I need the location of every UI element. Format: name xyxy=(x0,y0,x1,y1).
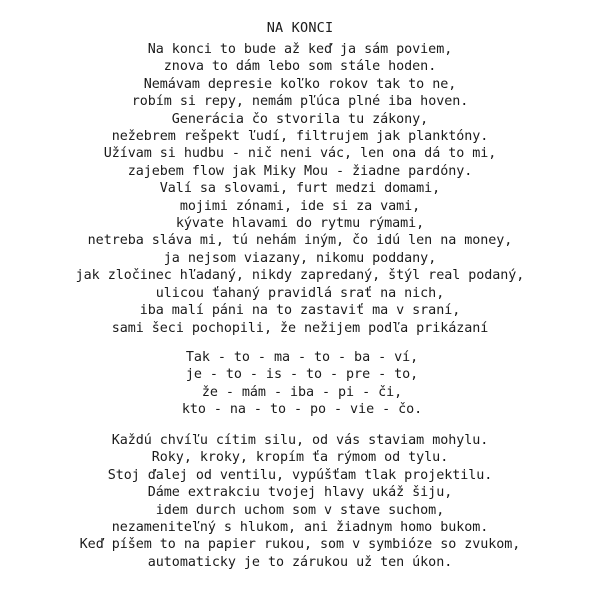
poem-line: znova to dám lebo som stále hoden. xyxy=(163,59,437,75)
poem-line: kto - na - to - po - vie - čo. xyxy=(181,402,423,418)
poem-line: Tak - to - ma - to - ba - ví, xyxy=(185,350,419,365)
poem-line: Každú chvíľu cítim silu, od vás staviam mohylu. xyxy=(111,433,489,448)
poem-line: ulicou ťahaný pravidlá srať na nich, xyxy=(155,285,445,301)
poem-line: jak zločinec hľadaný, nikdy zapredaný, štýl real podaný, xyxy=(75,268,525,284)
poem-line: Stoj ďalej od ventilu, vypúšťam tlak projektilu. xyxy=(107,467,493,483)
poem-line: netreba sláva mi, tú nehám iným, čo idú len na money, xyxy=(87,233,513,249)
poem-line: že - mám - iba - pi - či, xyxy=(201,384,403,400)
poem-line: mojimi zónami, ide si za vami, xyxy=(179,198,421,214)
poem-line: Užívam si hudbu - nič neni vác, len ona dá to mi, xyxy=(103,146,497,162)
poem-line: Valí sa slovami, furt medzi domami, xyxy=(159,181,441,197)
poem-line: sami šeci pochopili, že nežijem podľa prikázaní xyxy=(111,320,489,336)
stanza-chorus xyxy=(0,349,600,419)
poem-line: Dáme extrakciu tvojej hlavy ukáž šiju, xyxy=(147,485,453,501)
poem-line: idem durch uchom som v stave suchom, xyxy=(155,502,445,518)
poem-line: Generácia čo stvorila tu zákony, xyxy=(171,111,429,127)
poem-line: ja nejsom viazany, nikomu poddany, xyxy=(163,250,437,266)
poem-line: Roky, kroky, kropím ťa rýmom od tylu. xyxy=(151,450,449,466)
poem-line: Na konci to bude až keď ja sám poviem, xyxy=(147,42,453,57)
poem-line: iba malí páni na to zastaviť ma v sraní, xyxy=(139,303,461,319)
poem-line: robím si repy, nemám pľúca plné iba hoven. xyxy=(131,94,469,110)
stanza-verse-1 xyxy=(0,41,600,337)
poem-line: kývate hlavami do rytmu rýmami, xyxy=(175,216,425,232)
stanza-verse-2 xyxy=(0,432,600,571)
poem-line: Keď píšem to na papier rukou, som v symbióze so zvukom, xyxy=(79,537,521,553)
poem-line: nežebrem rešpekt ľudí, filtrujem jak planktóny. xyxy=(111,129,489,145)
poem-line: je - to - is - to - pre - to, xyxy=(185,367,419,383)
poem-line: zajebem flow jak Miky Mou - žiadne pardóny. xyxy=(127,163,473,179)
poem-line: nezameniteľný s hlukom, ani žiadnym homo bukom. xyxy=(111,520,489,536)
poem-line: automaticky je to zárukou už ten úkon. xyxy=(147,554,453,570)
poem-title: NA KONCI xyxy=(266,20,334,36)
poem-line: Nemávam depresie koľko rokov tak to ne, xyxy=(143,76,457,92)
